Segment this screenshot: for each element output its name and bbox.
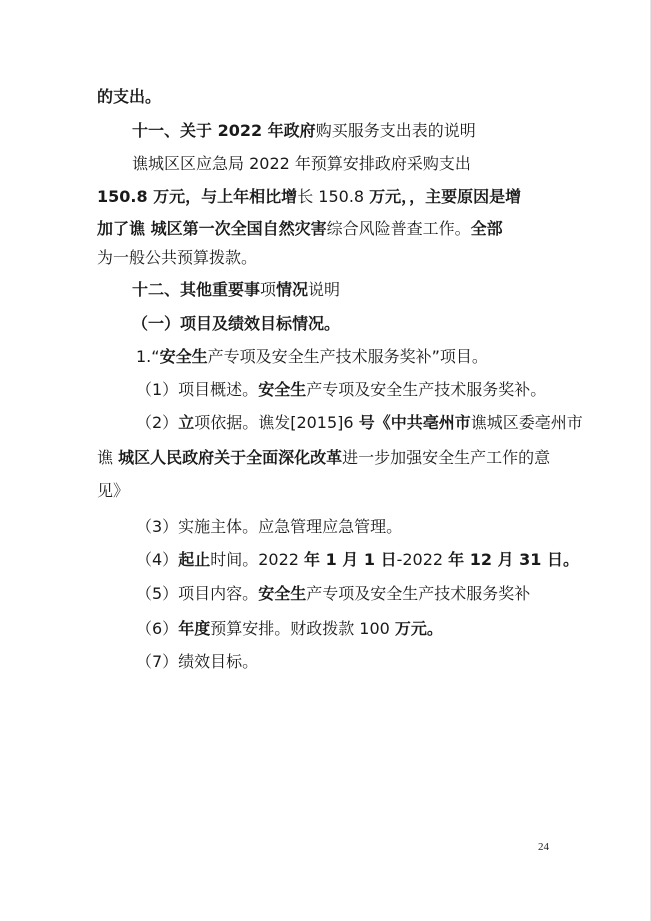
doc-line-15 xyxy=(136,550,579,570)
text-segment: 进一步加强安全生产工作的意 xyxy=(342,448,551,467)
text-segment: 谯 xyxy=(97,448,119,467)
text-segment: （2） xyxy=(136,413,179,432)
text-segment: 时间。2022 xyxy=(210,550,305,569)
text-segment: 见》 xyxy=(97,481,130,500)
text-segment: （4） xyxy=(136,550,179,569)
text-segment: 预算安排。财政拨款 100 xyxy=(210,619,395,638)
text-segment: 起止 xyxy=(178,550,211,569)
text-segment: 的支出。 xyxy=(97,87,162,106)
text-segment: 项 xyxy=(260,280,277,299)
doc-line-1 xyxy=(97,87,161,107)
text-segment: 长 150.8 xyxy=(297,187,370,206)
text-segment: 1.“ xyxy=(136,347,160,366)
text-segment: 万元，，主要原因是增 xyxy=(369,187,522,206)
text-segment: 谯城区委亳州市 xyxy=(470,413,583,432)
doc-line-2 xyxy=(132,121,476,141)
text-segment: 为一般公共预算拨款。 xyxy=(97,248,258,267)
text-segment: 产专项及安全生产技术服务奖补 xyxy=(306,584,531,603)
text-segment: 加了谯 城区第一次全国自然灾害 xyxy=(97,219,327,238)
text-segment: （1）项目概述。 xyxy=(136,380,259,399)
doc-line-3 xyxy=(132,154,471,174)
text-segment: 安全生 xyxy=(258,584,307,603)
text-segment: 产专项及安全生产技术服务奖补”项目。 xyxy=(207,347,488,366)
doc-line-5 xyxy=(97,219,503,239)
text-segment: 万元。 xyxy=(394,619,443,638)
text-segment: 立 xyxy=(178,413,195,432)
doc-line-6 xyxy=(97,248,257,268)
doc-line-8 xyxy=(132,314,340,334)
text-segment: （3）实施主体。应急管理应急管理。 xyxy=(136,517,403,536)
doc-line-9 xyxy=(136,347,488,367)
doc-line-12 xyxy=(97,448,550,468)
text-segment: 年 12 月 31 日。 xyxy=(448,550,579,569)
text-segment: 谯城区区应急局 2022 年预算安排政府采购支出 xyxy=(132,154,471,173)
text-segment: （6） xyxy=(136,619,179,638)
text-segment: 综合风险普查工作。 xyxy=(326,219,471,238)
doc-line-10 xyxy=(136,380,546,400)
text-segment: 产专项及安全生产技术服务奖补。 xyxy=(306,380,547,399)
text-segment: 项依据。谯发[2015]6 xyxy=(194,413,359,432)
text-segment: 年 1 月 1 日 xyxy=(304,550,397,569)
text-segment: （一）项目及绩效目标情况。 xyxy=(132,314,341,333)
text-segment: 安全生 xyxy=(258,380,307,399)
doc-line-7 xyxy=(132,280,340,300)
doc-line-11 xyxy=(136,413,583,433)
text-segment: 全部 xyxy=(470,219,503,238)
text-segment: 城区人民政府关于全面深化改革 xyxy=(118,448,343,467)
text-segment: 安全生 xyxy=(159,347,208,366)
text-segment: 十一、关于 2022 年政府 xyxy=(132,121,316,140)
text-segment: -2022 xyxy=(396,550,449,569)
doc-line-4 xyxy=(97,187,521,207)
text-segment: 购买服务支出表的说明 xyxy=(315,121,476,140)
text-segment: 150.8 万元，与上年相比增 xyxy=(97,187,298,206)
text-segment: 年度 xyxy=(178,619,211,638)
page-number: 24 xyxy=(538,841,549,853)
text-segment: 号《中共亳州市 xyxy=(358,413,471,432)
doc-line-16 xyxy=(136,584,530,604)
text-segment: （5）项目内容。 xyxy=(136,584,259,603)
doc-line-13 xyxy=(97,481,129,501)
text-segment: 说明 xyxy=(308,280,341,299)
doc-line-18 xyxy=(136,652,258,672)
text-segment: 情况 xyxy=(276,280,309,299)
text-segment: 十二、其他重要事 xyxy=(132,280,261,299)
doc-line-17 xyxy=(136,619,443,639)
doc-line-14 xyxy=(136,517,402,537)
text-segment: （7）绩效目标。 xyxy=(136,652,259,671)
